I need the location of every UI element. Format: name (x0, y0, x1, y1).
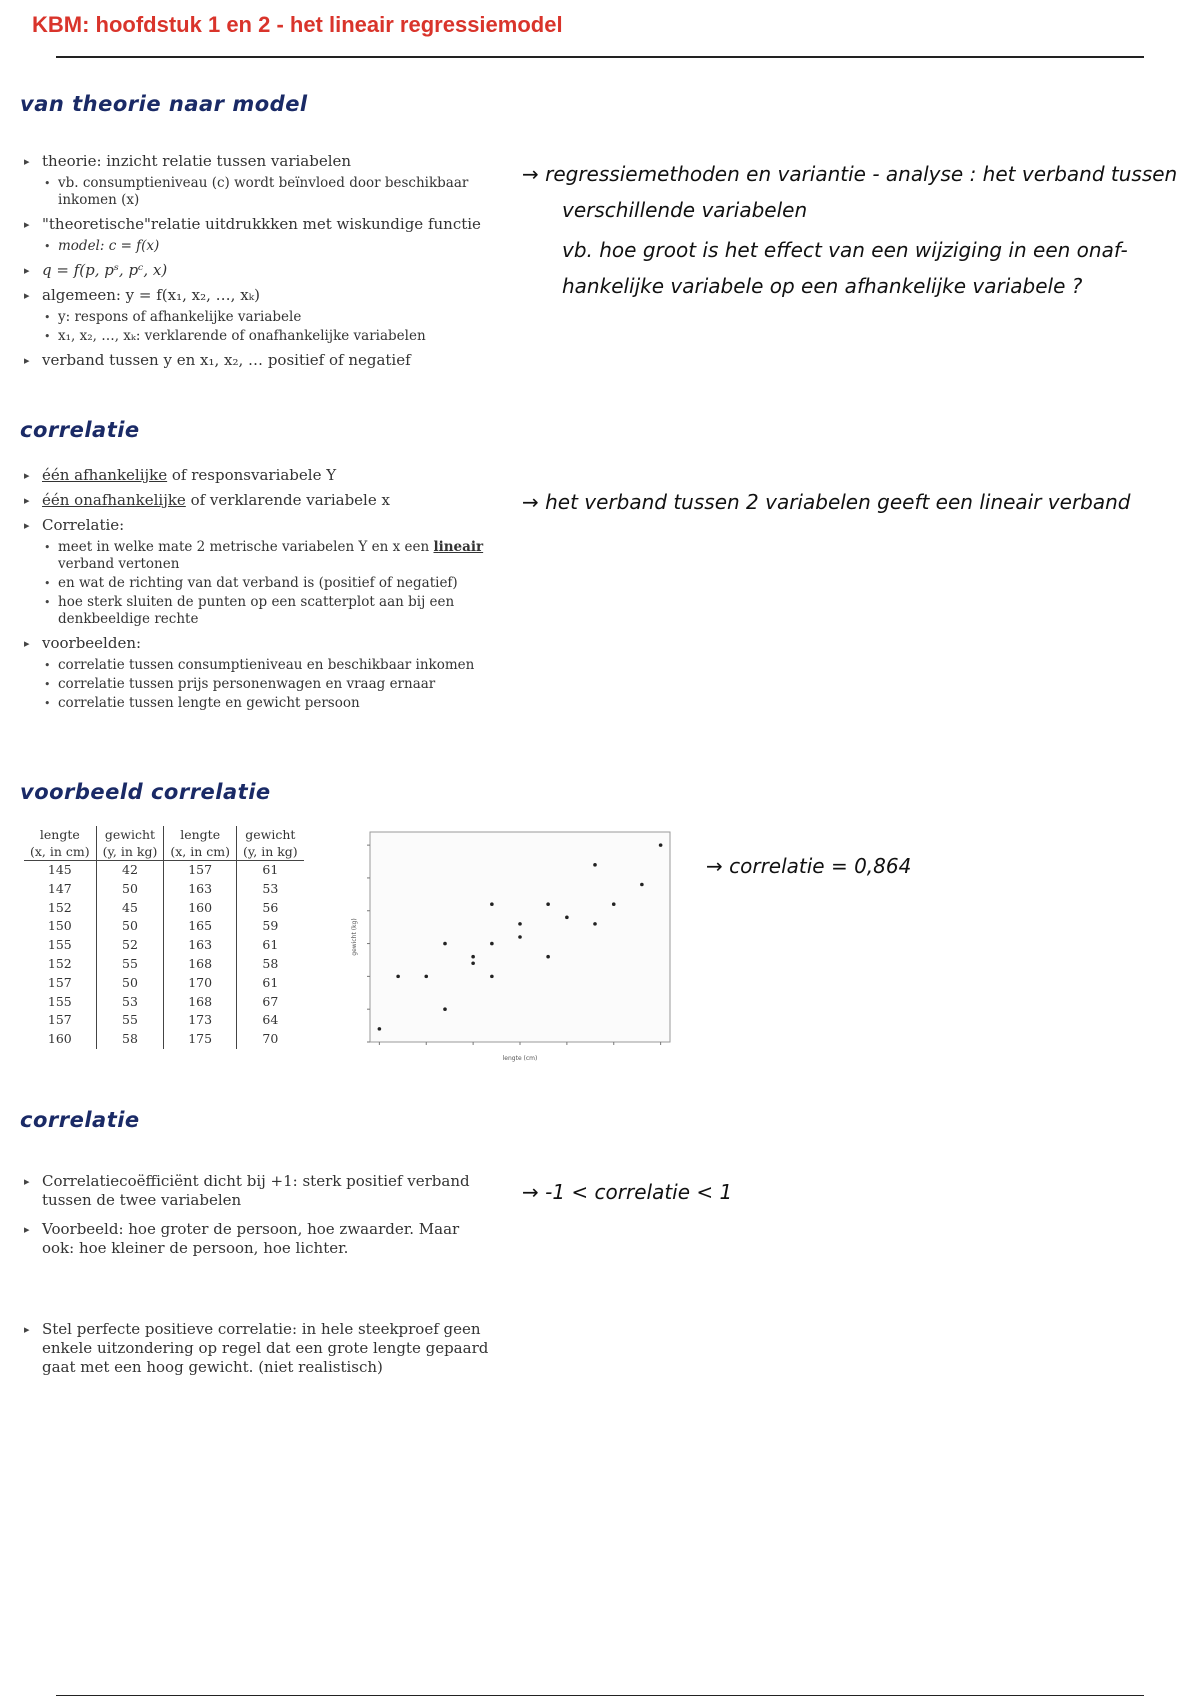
table-cell: 152 (24, 955, 96, 974)
handwritten-note: vb. hoe groot is het effect van een wijziging in een onaf- (562, 238, 1128, 262)
scatter-point (546, 902, 550, 906)
column-subheader: (y, in kg) (96, 843, 164, 861)
list-item: ▸ "theoretische"relatie uitdrukkken met wiskundige functie • model: c = f(x) (24, 215, 494, 255)
list-item: ▸ voorbeelden: • correlatie tussen consumptieniveau en beschikbaar inkomen • correlatie tussen prijs personenwagen en vraag ernaar • correlatie tussen lengte en gewicht persoon (24, 634, 494, 712)
column-subheader: (x, in cm) (164, 843, 237, 861)
table-cell: 173 (164, 1011, 237, 1030)
table-cell: 170 (164, 974, 237, 993)
handwritten-note: → het verband tussen 2 variabelen geeft een lineair verband (522, 490, 1131, 514)
table-cell: 160 (24, 1030, 96, 1049)
bottom-divider (56, 1695, 1144, 1696)
list-item: • y: respons of afhankelijke variabele (42, 309, 494, 326)
scatter-point (565, 916, 569, 920)
table-row (24, 1011, 304, 1030)
table-cell: 61 (262, 937, 279, 953)
table-cell: 165 (164, 917, 237, 936)
column-header: gewicht (96, 826, 164, 843)
table-cell: 175 (164, 1030, 237, 1049)
list-item: • correlatie tussen lengte en gewicht persoon (42, 695, 494, 712)
table-cell: 67 (262, 993, 279, 1009)
table-cell: 157 (24, 974, 96, 993)
list-item: • en wat de richting van dat verband is (positief of negatief) (42, 575, 494, 592)
table-cell: 61 (262, 862, 279, 877)
table-cell: 50 (96, 917, 164, 936)
table-cell: 168 (164, 955, 237, 974)
column-header: gewicht (245, 827, 296, 842)
handwritten-note: → correlatie = 0,864 (706, 854, 912, 878)
scatter-point (593, 863, 597, 867)
table-row (24, 936, 304, 955)
scatter-point (612, 902, 616, 906)
scatter-point (490, 942, 494, 946)
list-item: • correlatie tussen consumptieniveau en beschikbaar inkomen (42, 657, 494, 674)
top-divider (56, 56, 1144, 58)
list-item: ▸ één onafhankelijke of verklarende variabele x (24, 491, 494, 510)
column-subheader: (x, in cm) (24, 843, 96, 861)
table-cell: 155 (24, 936, 96, 955)
table-row (24, 917, 304, 936)
table-cell: 58 (262, 955, 279, 971)
list-item: • hoe sterk sluiten de punten op een scatterplot aan bij een denkbeeldige rechte (42, 594, 494, 628)
scatter-point (378, 1027, 382, 1031)
table-row (24, 955, 304, 974)
table-cell: 145 (24, 861, 96, 880)
section-heading-theory: van theorie naar model (20, 92, 308, 116)
scatter-plot (350, 826, 680, 1066)
list-item: ▸ Voorbeeld: hoe groter de persoon, hoe zwaarder. Maar ook: hoe kleiner de persoon, hoe lichter. (24, 1220, 494, 1258)
table-row (24, 861, 304, 880)
section-heading-correlation: correlatie (20, 418, 140, 442)
table-cell: 147 (24, 880, 96, 899)
list-item: ▸ Correlatie: • meet in welke mate 2 metrische variabelen Y en x een lineair verband vertonen • en wat de richting van dat verband is (positief of negatief) • hoe sterk sluiten de punten op een scatterplot aan bij een denkbeeldige rechte (24, 516, 494, 628)
data-table (24, 826, 304, 1049)
table-cell: 160 (164, 899, 237, 918)
list-item: • x₁, x₂, …, xₖ: verklarende of onafhankelijke variabelen (42, 328, 494, 345)
table-cell: 70 (262, 1031, 279, 1047)
scatter-point (443, 1007, 447, 1011)
list-item: • meet in welke mate 2 metrische variabelen Y en x een lineair verband vertonen (42, 539, 494, 573)
table-row (24, 899, 304, 918)
section-heading-example: voorbeeld correlatie (20, 780, 271, 804)
table-cell: 163 (164, 880, 237, 899)
section-heading-correlation-2: correlatie (20, 1108, 140, 1132)
column-subheader: (y, in kg) (236, 843, 303, 861)
x-axis-label: lengte (cm) (502, 1055, 538, 1062)
table-row (24, 974, 304, 993)
scatter-point (546, 955, 550, 959)
list-item: ▸ één afhankelijke of responsvariabele Y (24, 466, 494, 485)
table-cell: 58 (96, 1030, 164, 1049)
list-item: ▸ Correlatiecoëfficiënt dicht bij +1: sterk positief verband tussen de twee variabelen (24, 1172, 494, 1210)
table-cell: 55 (96, 955, 164, 974)
list-item: • correlatie tussen prijs personenwagen en vraag ernaar (42, 676, 494, 693)
list-item: ▸ algemeen: y = f(x₁, x₂, …, xₖ) • y: respons of afhankelijke variabele • x₁, x₂, …, xₖ: verklarende of onafhankelijke variabelen (24, 286, 494, 345)
list-item: ▸ Stel perfecte positieve correlatie: in hele steekproef geen enkele uitzondering op regel dat een grote lengte gepaard gaat met een hoog gewicht. (niet realistisch) (24, 1320, 494, 1377)
table-cell: 45 (96, 899, 164, 918)
table-cell: 50 (96, 974, 164, 993)
correlation-coef-bullets (24, 1172, 494, 1383)
table-cell: 64 (262, 1012, 279, 1028)
table-cell: 53 (96, 993, 164, 1012)
scatter-point (490, 975, 494, 979)
table-cell: 152 (24, 899, 96, 918)
list-item: ▸ theorie: inzicht relatie tussen variabelen • vb. consumptieniveau (c) wordt beïnvloed door beschikbaar inkomen (x) (24, 152, 494, 209)
scatter-point (593, 922, 597, 926)
y-axis-label: gewicht (kg) (351, 918, 358, 956)
scatter-point (443, 942, 447, 946)
table-cell: 59 (262, 918, 279, 934)
column-header: lengte (24, 826, 96, 843)
table-row (24, 993, 304, 1012)
table-cell: 155 (24, 993, 96, 1012)
list-item: ▸ verband tussen y en x₁, x₂, … positief of negatief (24, 351, 494, 370)
scatter-point (659, 843, 663, 847)
table-row (24, 880, 304, 899)
handwritten-note: verschillende variabelen (562, 198, 808, 222)
table-cell: 150 (24, 917, 96, 936)
table-row (24, 1030, 304, 1049)
table-cell: 61 (262, 974, 279, 990)
table-cell: 53 (262, 880, 279, 896)
handwritten-note: hankelijke variabele op een afhankelijke variabele ? (562, 274, 1083, 298)
table-cell: 56 (262, 899, 279, 915)
scatter-point (471, 961, 475, 965)
scatter-point (640, 883, 644, 887)
list-item: • vb. consumptieniveau (c) wordt beïnvloed door beschikbaar inkomen (x) (42, 175, 494, 209)
scatter-point (518, 935, 522, 939)
table-cell: 157 (24, 1011, 96, 1030)
theory-bullets (24, 152, 494, 376)
scatter-point (490, 902, 494, 906)
scatter-point (424, 975, 428, 979)
table-cell: 42 (96, 861, 164, 880)
scatter-point (471, 955, 475, 959)
correlation-bullets (24, 466, 494, 718)
table-cell: 163 (164, 936, 237, 955)
list-item: ▸ q = f(p, pˢ, pᶜ, x) (24, 261, 494, 280)
column-header: lengte (164, 826, 237, 843)
handwritten-note: → regressiemethoden en variantie - analyse : het verband tussen (522, 162, 1178, 186)
table-cell: 157 (164, 861, 237, 880)
table-cell: 52 (96, 936, 164, 955)
data-table-wrap (24, 826, 304, 1049)
page-title: KBM: hoofdstuk 1 en 2 - het lineair regressiemodel (32, 12, 563, 37)
table-cell: 50 (96, 880, 164, 899)
handwritten-note: → -1 < correlatie < 1 (522, 1180, 733, 1204)
table-cell: 55 (96, 1011, 164, 1030)
table-cell: 168 (164, 993, 237, 1012)
list-item: • model: c = f(x) (42, 238, 494, 255)
scatter-point (518, 922, 522, 926)
scatter-point (396, 975, 400, 979)
